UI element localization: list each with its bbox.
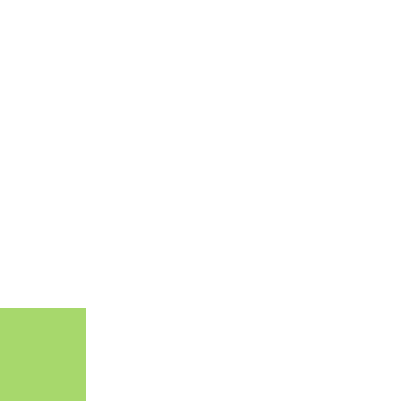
rewards-box	[0, 308, 86, 401]
instructions-panel	[0, 0, 86, 401]
reading-grid	[88, 4, 396, 397]
